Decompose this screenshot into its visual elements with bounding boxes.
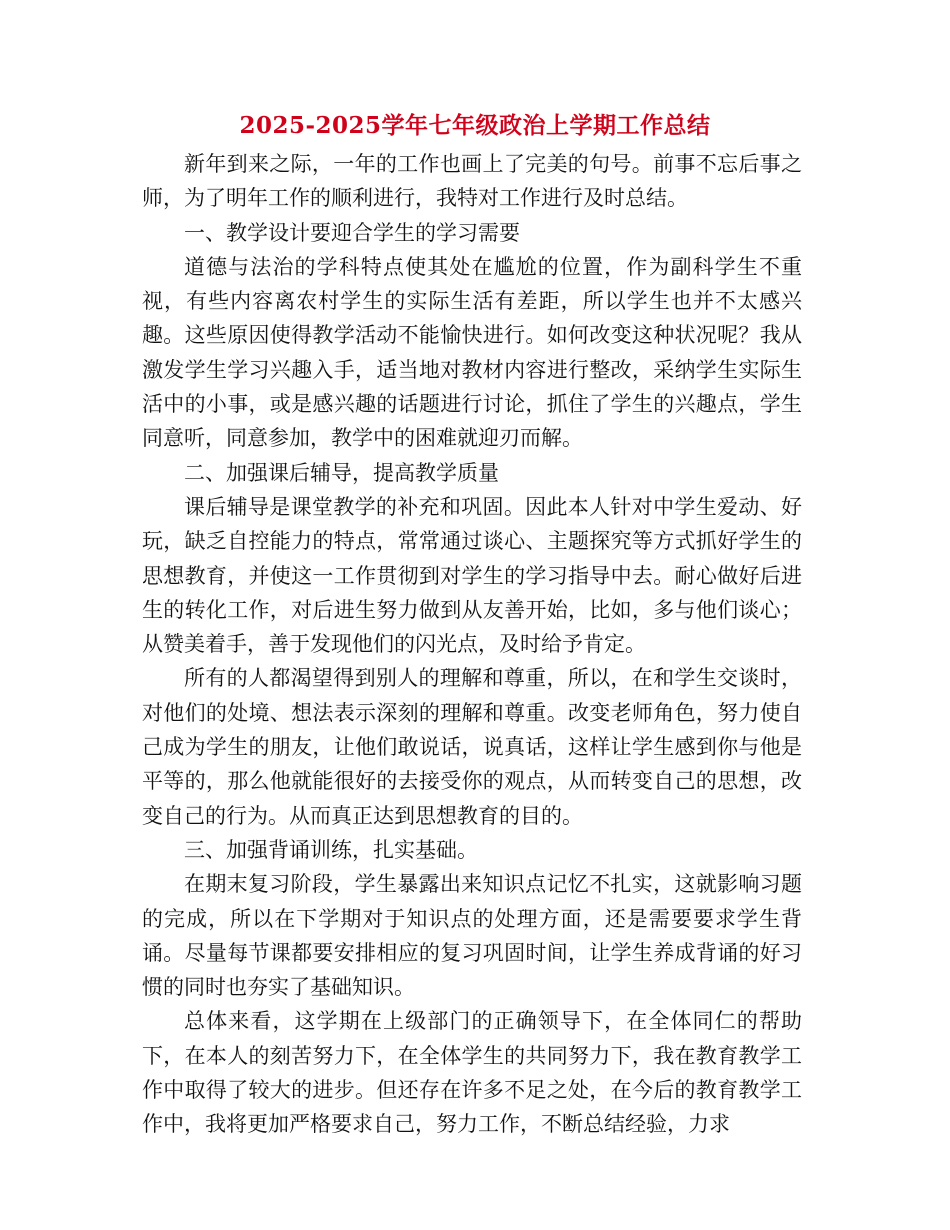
section-2-heading: 二、加强课后辅导，提高教学质量 xyxy=(184,460,499,485)
document-body xyxy=(142,147,802,1142)
section-2-paragraph-2: 所有的人都渴望得到别人的理解和尊重，所以，在和学生交谈时，对他们的处境、想法表示深刻的理解和尊重。改变老师角色，努力使自己成为学生的朋友，让他们敢说话，说真话，这样让学生感到你与他是平等的，那么他就能很好的去接受你的观点，从而转变自己的思想，改变自己的行为。从而真正达到思想教育的目的。 xyxy=(142,666,802,828)
section-1-paragraph: 道德与法治的学科特点使其处在尴尬的位置，作为副科学生不重视，有些内容离农村学生的实际生活有差距，所以学生也并不太感兴趣。这些原因使得教学活动不能愉快进行。如何改变这种状况呢？我从激发学生学习兴趣入手，适当地对教材内容进行整改，采纳学生实际生活中的小事，或是感兴趣的话题进行讨论，抓住了学生的兴趣点，学生同意听，同意参加，教学中的困难就迎刃而解。 xyxy=(142,254,802,451)
section-2-paragraph-1: 课后辅导是课堂教学的补充和巩固。因此本人针对中学生爱动、好玩，缺乏自控能力的特点，常常通过谈心、主题探究等方式抓好学生的思想教育，并使这一工作贯彻到对学生的学习指导中去。耐心做好后进生的转化工作，对后进生努力做到从友善开始，比如，多与他们谈心；从赞美着手，善于发现他们的闪光点，及时给予肯定。 xyxy=(142,494,802,657)
section-1-heading: 一、教学设计要迎合学生的学习需要 xyxy=(184,220,520,245)
section-3-heading: 三、加强背诵训练，扎实基础。 xyxy=(184,837,478,862)
conclusion-paragraph: 总体来看，这学期在上级部门的正确领导下，在全体同仁的帮助下，在本人的刻苦努力下，在全体学生的共同努力下，我在教育教学工作中取得了较大的进步。但还存在许多不足之处，在今后的教育教学工作中，我将更加严格要求自己，努力工作，不断总结经验，力求 xyxy=(142,1009,802,1137)
document-title: 2025-2025学年七年级政治上学期工作总结 xyxy=(239,112,711,139)
intro-paragraph: 新年到来之际，一年的工作也画上了完美的句号。前事不忘后事之师，为了明年工作的顺利进行，我特对工作进行及时总结。 xyxy=(142,152,802,211)
section-3-paragraph: 在期末复习阶段，学生暴露出来知识点记忆不扎实，这就影响习题的完成，所以在下学期对于知识点的处理方面，还是需要要求学生背诵。尽量每节课都要安排相应的复习巩固时间，让学生养成背诵的好习惯的同时也夯实了基础知识。 xyxy=(142,872,802,1000)
